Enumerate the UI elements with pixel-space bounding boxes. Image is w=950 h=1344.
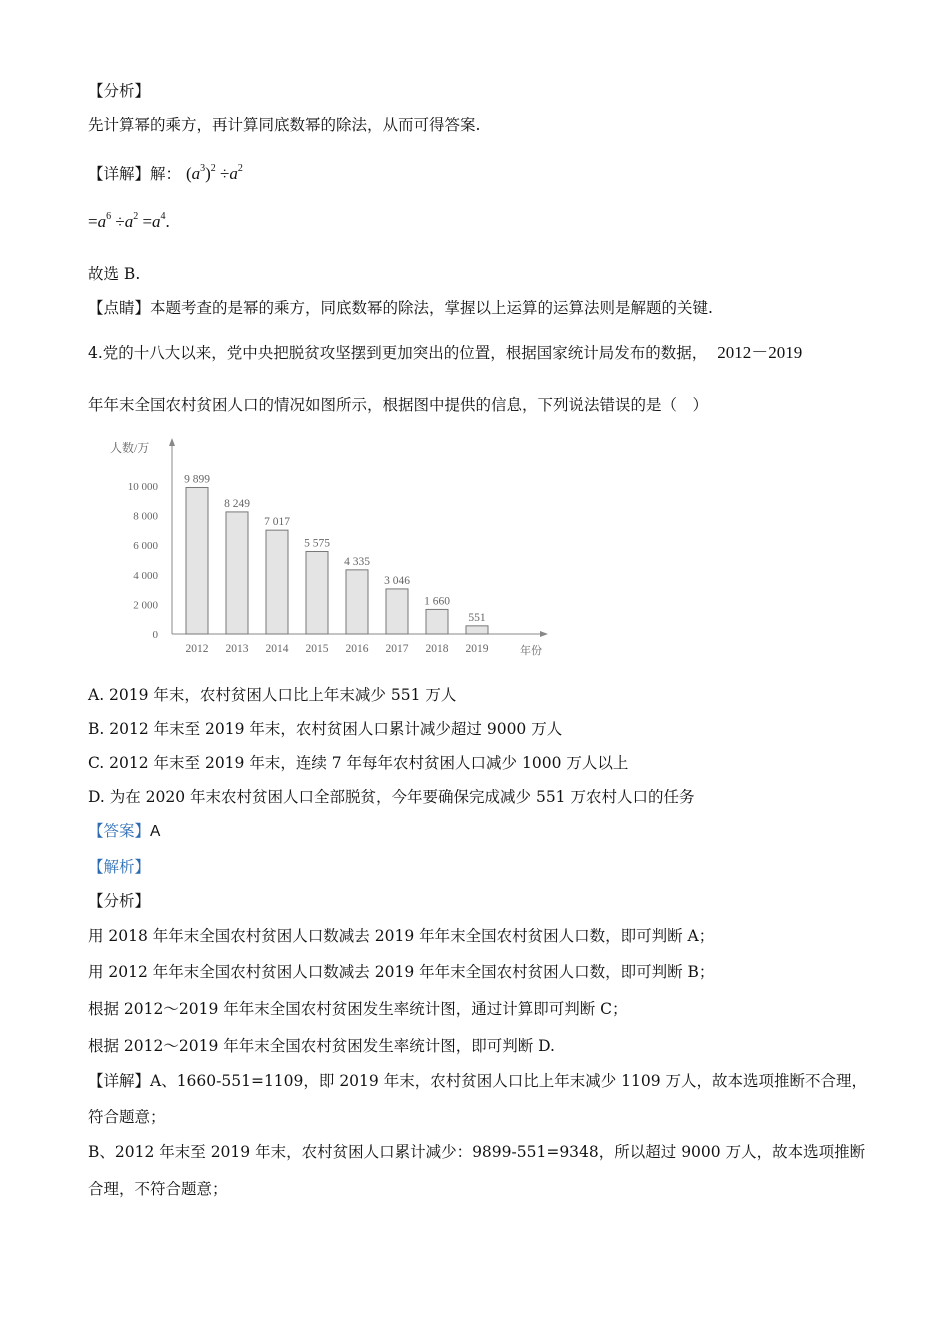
bar — [346, 570, 368, 634]
analysis-line-1: 用 2018 年年末全国农村贫困人口数减去 2019 年年末全国农村贫困人口数，即可判断 A； — [88, 927, 715, 945]
poverty-bar-chart — [110, 436, 550, 660]
answer-heading: 【答案】 — [88, 822, 151, 840]
x-tick-label: 2014 — [265, 643, 289, 655]
detail-line-3: B、2012 年末至 2019 年末，农村贫困人口累计减少：9899-551=9348，所以超过 9000 万人，故本选项推断 — [88, 1143, 866, 1161]
bar-value-label: 5 575 — [304, 537, 330, 550]
answer-value: A — [150, 823, 161, 840]
bar-value-label: 7 017 — [264, 516, 290, 529]
x-tick-label: 2012 — [185, 643, 209, 655]
bar-value-label: 8 249 — [224, 497, 250, 510]
option-b[interactable]: B. 2012 年末至 2019 年末，农村贫困人口累计减少超过 9000 万人 — [88, 720, 563, 738]
result-expression: $=a^6 \div a^2 =a^4$. — [88, 211, 170, 231]
question-stem-line1: 4.党的十八大以来，党中央把脱贫攻坚摆到更加突出的位置，根据国家统计局发布的数据， 2012－2019 — [88, 343, 803, 362]
detail-line — [88, 158, 243, 185]
question-stem-line2: 年年末全国农村贫困人口的情况如图所示，根据图中提供的信息，下列说法错误的是（ ） — [88, 396, 709, 414]
y-tick-label: 8 000 — [133, 510, 158, 523]
x-tick-label: 2017 — [385, 643, 409, 655]
x-tick-label: 2018 — [425, 643, 449, 655]
bar — [386, 589, 408, 634]
bar-value-label: 9 899 — [184, 473, 210, 486]
x-axis-title: 年份 — [520, 645, 542, 657]
bar — [306, 551, 328, 634]
analysis-line-4: 根据 2012～2019 年年末全国农村贫困发生率统计图，即可判断 D. — [88, 1037, 555, 1055]
detail-line-4: 合理，不符合题意； — [88, 1180, 228, 1198]
y-tick-label: 6 000 — [133, 540, 158, 553]
bar — [226, 512, 248, 634]
detail-line-1: 【详解】A、1660-551=1109，即 2019 年末，农村贫困人口比上年末减少 1109 万人，故本选项推断不合理， — [88, 1072, 867, 1090]
bar-value-label: 1 660 — [424, 595, 450, 608]
x-tick-label: 2013 — [225, 643, 249, 655]
y-tick-label: 10 000 — [127, 481, 158, 493]
y-tick-label: 4 000 — [133, 569, 158, 582]
detail-line-2: 符合题意； — [88, 1108, 166, 1126]
analysis-line-2: 用 2012 年年末全国农村贫困人口数减去 2019 年年末全国农村贫困人口数，即可判断 B； — [88, 963, 715, 981]
y-axis-title: 人数/万 — [110, 441, 150, 455]
y-axis-arrow — [169, 438, 175, 446]
bar — [426, 609, 448, 634]
bar-value-label: 3 046 — [384, 574, 410, 587]
y-tick-label: 0 — [152, 629, 158, 641]
detail-heading: 【详解】解： — [88, 165, 182, 183]
x-tick-label: 2019 — [465, 643, 489, 655]
bar — [466, 626, 488, 634]
analysis-heading: 【分析】 — [88, 82, 151, 100]
year-range: 2012－2019 — [717, 343, 803, 362]
comment-text: 【点睛】本题考查的是幂的乘方，同底数幂的除法，掌握以上运算的运算法则是解题的关键. — [88, 299, 713, 317]
bar — [186, 487, 208, 634]
x-axis-arrow — [540, 631, 548, 637]
x-tick-label: 2015 — [305, 643, 329, 655]
option-a[interactable]: A. 2019 年末，农村贫困人口比上年末减少 551 万人 — [88, 686, 457, 704]
choose-answer: 故选 B. — [88, 265, 141, 283]
jiexi-heading: 【解析】 — [88, 858, 151, 876]
x-tick-label: 2016 — [345, 643, 369, 655]
q4-analysis-heading: 【分析】 — [88, 892, 151, 910]
power-expression: $(a^3)^2 \div a^2$ — [185, 163, 243, 183]
bar — [266, 530, 288, 634]
option-d[interactable]: D. 为在 2020 年末农村贫困人口全部脱贫，今年要确保完成减少 551 万农村人口的任务 — [88, 788, 695, 806]
y-tick-label: 2 000 — [133, 599, 158, 612]
analysis-text: 先计算幂的乘方，再计算同底数幂的除法，从而可得答案. — [88, 116, 481, 134]
option-c[interactable]: C. 2012 年末至 2019 年末，连续 7 年每年农村贫困人口减少 1000 万人以上 — [88, 754, 629, 772]
bar-value-label: 551 — [468, 611, 486, 624]
bar-value-label: 4 335 — [344, 555, 370, 568]
analysis-line-3: 根据 2012～2019 年年末全国农村贫困发生率统计图，通过计算即可判断 C； — [88, 1000, 628, 1018]
answer-line — [88, 820, 160, 843]
